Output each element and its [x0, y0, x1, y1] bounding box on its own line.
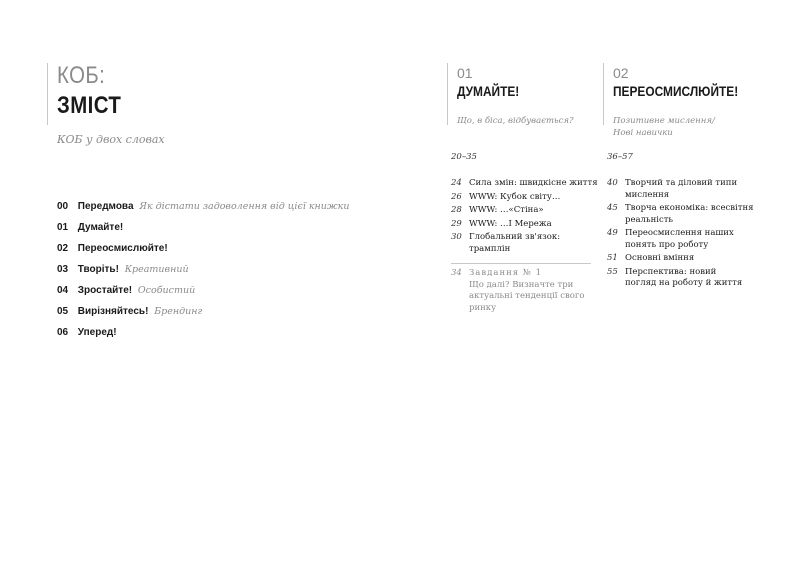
toc-item-number: 00 — [57, 201, 69, 212]
toc-item[interactable] — [57, 263, 387, 284]
task-page: 34 — [451, 268, 462, 278]
entry-page: 28 — [451, 205, 462, 215]
section-divider — [447, 63, 448, 125]
entry-item[interactable] — [607, 178, 757, 201]
entry-text: WWW: …І Мережа — [469, 218, 552, 229]
toc-item[interactable] — [57, 284, 387, 305]
entry-page: 24 — [451, 178, 462, 188]
toc-item[interactable] — [57, 221, 387, 242]
toc-item[interactable] — [57, 242, 387, 263]
entry-item[interactable] — [451, 205, 611, 217]
entry-page: 45 — [607, 203, 618, 213]
task-item — [451, 268, 611, 314]
section-number: 02 — [613, 65, 629, 81]
entry-text: Сила змін: швидкісне життя — [469, 178, 598, 188]
toc-item-title: Вирізняйтесь! — [77, 306, 149, 317]
toc-item-title: Передмова — [77, 201, 134, 212]
section-title: ПЕРЕОСМИСЛЮЙТЕ! — [613, 83, 739, 99]
entry-text: Основні вміння — [625, 253, 695, 263]
section-entries — [451, 178, 611, 257]
entry-page: 26 — [451, 191, 462, 202]
entry-text: Глобальний зв'язок: трамплін — [469, 232, 561, 254]
entry-text: Переосмислення наших понять про роботу — [625, 228, 734, 250]
entry-page: 51 — [607, 253, 618, 263]
task-block[interactable] — [451, 263, 611, 316]
entry-item[interactable] — [607, 253, 757, 265]
section-subtitle: Позитивне мислення/ Нові навички — [613, 116, 715, 138]
toc-item-description: Як дістати задоволення від цієї книжки — [139, 201, 350, 212]
entry-item[interactable] — [607, 228, 757, 251]
toc-item-title: Переосмислюйте! — [77, 243, 168, 254]
toc-item[interactable] — [57, 305, 387, 326]
entry-page: 55 — [607, 266, 618, 277]
task-divider — [451, 263, 591, 264]
header-divider — [47, 63, 48, 125]
entry-text: WWW: …«Стіна» — [469, 205, 544, 215]
toc-item-title: Творіть! — [77, 264, 119, 275]
entry-item[interactable] — [607, 203, 757, 226]
toc-item[interactable] — [57, 326, 387, 347]
toc-item-title: Уперед! — [77, 327, 117, 338]
toc-item-number: 06 — [57, 327, 69, 338]
entry-page: 49 — [607, 228, 618, 238]
section-divider — [603, 63, 604, 125]
entry-item[interactable] — [451, 219, 611, 231]
section-number: 01 — [457, 65, 473, 81]
entry-item[interactable] — [451, 232, 611, 255]
entry-page: 40 — [607, 178, 618, 188]
entry-text: Перспектива: новий погляд на роботу й життя — [625, 266, 743, 288]
toc-item-number: 04 — [57, 285, 69, 296]
entry-text: Творча економіка: всесвітня реальність — [625, 203, 754, 225]
entry-text: WWW: Кубок світу… — [469, 191, 561, 202]
page-range: 20–35 — [451, 152, 477, 162]
task-title: Завдання № 1 — [469, 268, 542, 278]
page-title-line1: КОБ: — [57, 62, 106, 89]
toc-item-description: Брендинг — [154, 306, 203, 317]
entry-page: 29 — [451, 218, 462, 229]
task-text: Що далі? Визначте три актуальні тенденції свого ринку — [469, 279, 585, 313]
toc-item-title: Зростайте! — [77, 285, 133, 296]
toc-item-number: 05 — [57, 306, 69, 317]
section-subtitle: Що, в біса, відбувається? — [457, 116, 574, 126]
toc-item-number: 03 — [57, 264, 69, 275]
entry-item[interactable] — [607, 267, 757, 290]
toc-item-number: 02 — [57, 243, 69, 254]
page-title-line2: ЗМІСТ — [57, 92, 122, 119]
entry-page: 30 — [451, 232, 462, 242]
page-range: 36–57 — [607, 152, 633, 162]
toc-item[interactable] — [57, 200, 387, 221]
toc-item-number: 01 — [57, 222, 69, 233]
page-subtitle: КОБ у двох словах — [57, 133, 165, 146]
toc-item-title: Думайте! — [77, 222, 124, 233]
entry-text: Творчий та діловий типи мислення — [625, 178, 738, 200]
section-entries — [607, 178, 757, 292]
entry-item[interactable] — [451, 192, 611, 204]
chapter-list — [57, 200, 387, 347]
toc-item-description: Особистий — [137, 285, 196, 296]
toc-item-description: Креативний — [124, 264, 189, 275]
entry-item[interactable] — [451, 178, 611, 190]
section-title: ДУМАЙТЕ! — [457, 83, 520, 99]
